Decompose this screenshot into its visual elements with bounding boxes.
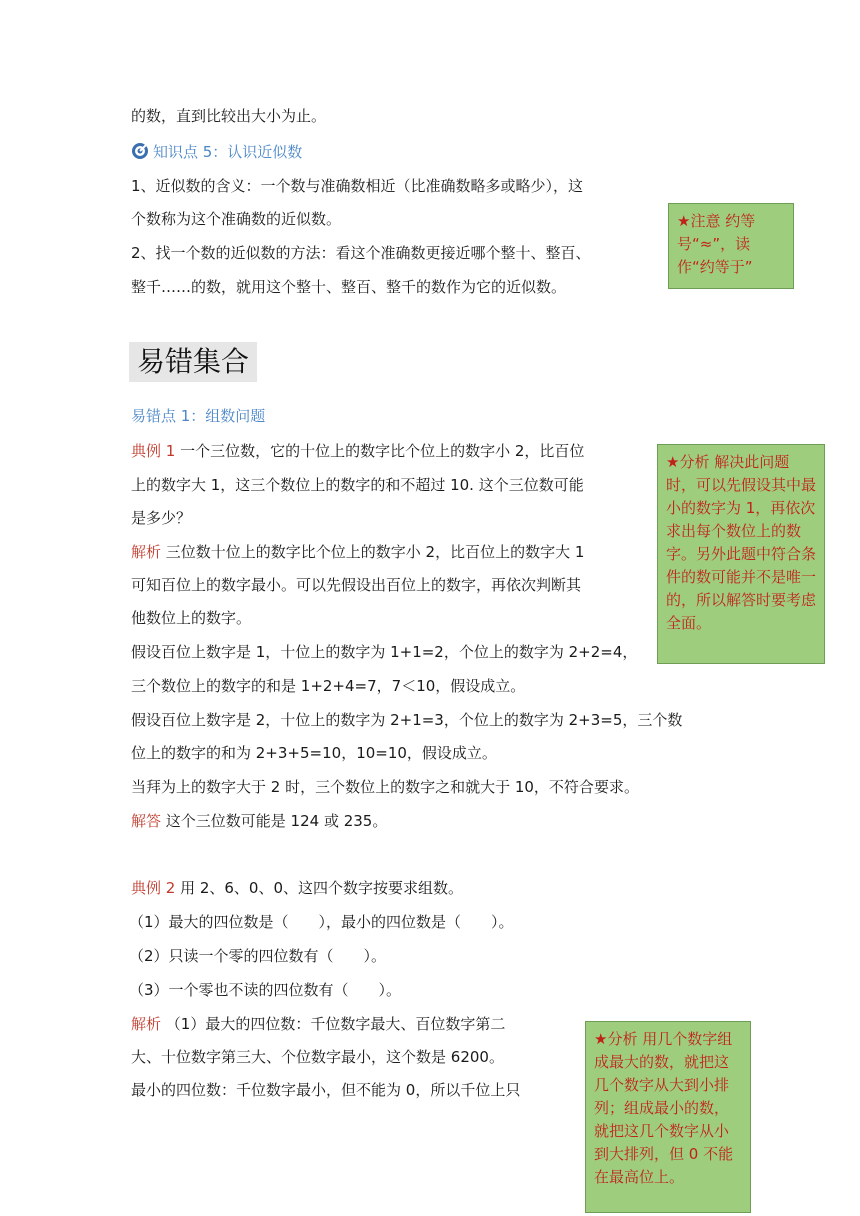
example-text: 用 2、6、0、0、这四个数字按要求组数。 [175,879,464,897]
analysis-line [131,542,584,562]
text-line: 上的数字大 1，这三个数位上的数字的和不超过 10. 这个三位数可能 [131,476,584,494]
text-line: 位上的数字的和为 2+3+5=10，10=10，假设成立。 [131,744,497,762]
knowledge-point-heading [131,140,302,162]
text-line: 2、找一个数的近似数的方法：看这个准确数更接近哪个整十、整百、 [131,244,591,262]
target-icon [131,142,149,160]
text-line: 三个数位上的数字的和是 1+2+4=7，7＜10，假设成立。 [131,677,526,695]
example-line [131,878,463,898]
analysis-text: 三位数十位上的数字比个位上的数字小 2，比百位上的数字大 1 [161,543,585,561]
example-tag: 典例 2 [131,879,176,897]
answer-line [131,811,387,831]
text-line: 的数，直到比较出大小为止。 [131,107,327,125]
text-line: 1、近似数的含义：一个数与准确数相近（比准确数略多或略少），这 [131,177,584,195]
text-line: 假设百位上数字是 2，十位上的数字为 2+1=3，个位上的数字为 2+3=5，三个数 [131,711,683,729]
answer-tag: 解答 [131,812,162,830]
example-tag: 典例 1 [131,442,176,460]
error-point-heading: 易错点 1：组数问题 [131,407,266,425]
question-line: （3）一个零也不读的四位数有（ ）。 [129,981,402,999]
answer-text: 这个三位数可能是 124 或 235。 [161,812,388,830]
analysis-tag: 解析 [131,1015,162,1033]
text-line: 个数称为这个准确数的近似数。 [131,210,342,228]
example-line [131,441,584,461]
text-line: 大、十位数字第三大、个位数字最小，这个数是 6200。 [131,1048,504,1066]
text-line: 他数位上的数字。 [131,609,252,627]
text-line: 是多少？ [131,509,192,527]
analysis-text: （1）最大的四位数：千位数字最大、百位数字第二 [161,1015,506,1033]
text-line: 可知百位上的数字最小。可以先假设出百位上的数字，再依次判断其 [131,576,582,594]
example-text: 一个三位数，它的十位上的数字比个位上的数字小 2，比百位 [175,442,585,460]
note-box: ★分析 解决此问题时，可以先假设其中最小的数字为 1，再依次求出每个数位上的数字。另外此题中符合条件的数可能并不是唯一的，所以解答时要考虑全面。 [657,444,825,664]
note-box: ★分析 用几个数字组成最大的数，就把这几个数字从大到小排列；组成最小的数，就把这几个数字从小到大排列，但 0 不能在最高位上。 [585,1021,751,1213]
text-line: 当拜为上的数字大于 2 时，三个数位上的数字之和就大于 10，不符合要求。 [131,778,639,796]
question-line: （2）只读一个零的四位数有（ ）。 [129,947,387,965]
text-line: 假设百位上数字是 1，十位上的数字为 1+1=2，个位上的数字为 2+2=4， [131,643,638,661]
analysis-line [131,1014,505,1034]
note-box: ★注意 约等号“≈”，读作“约等于” [668,203,794,289]
question-line: （1）最大的四位数是（ ），最小的四位数是（ ）。 [129,913,514,931]
knowledge-point-title: 知识点 5：认识近似数 [153,142,303,161]
analysis-tag: 解析 [131,543,162,561]
section-title: 易错集合 [129,342,257,382]
text-line: 最小的四位数：千位数字最小，但不能为 0，所以千位上只 [131,1081,521,1099]
text-line: 整千……的数，就用这个整十、整百、整千的数作为它的近似数。 [131,278,567,296]
